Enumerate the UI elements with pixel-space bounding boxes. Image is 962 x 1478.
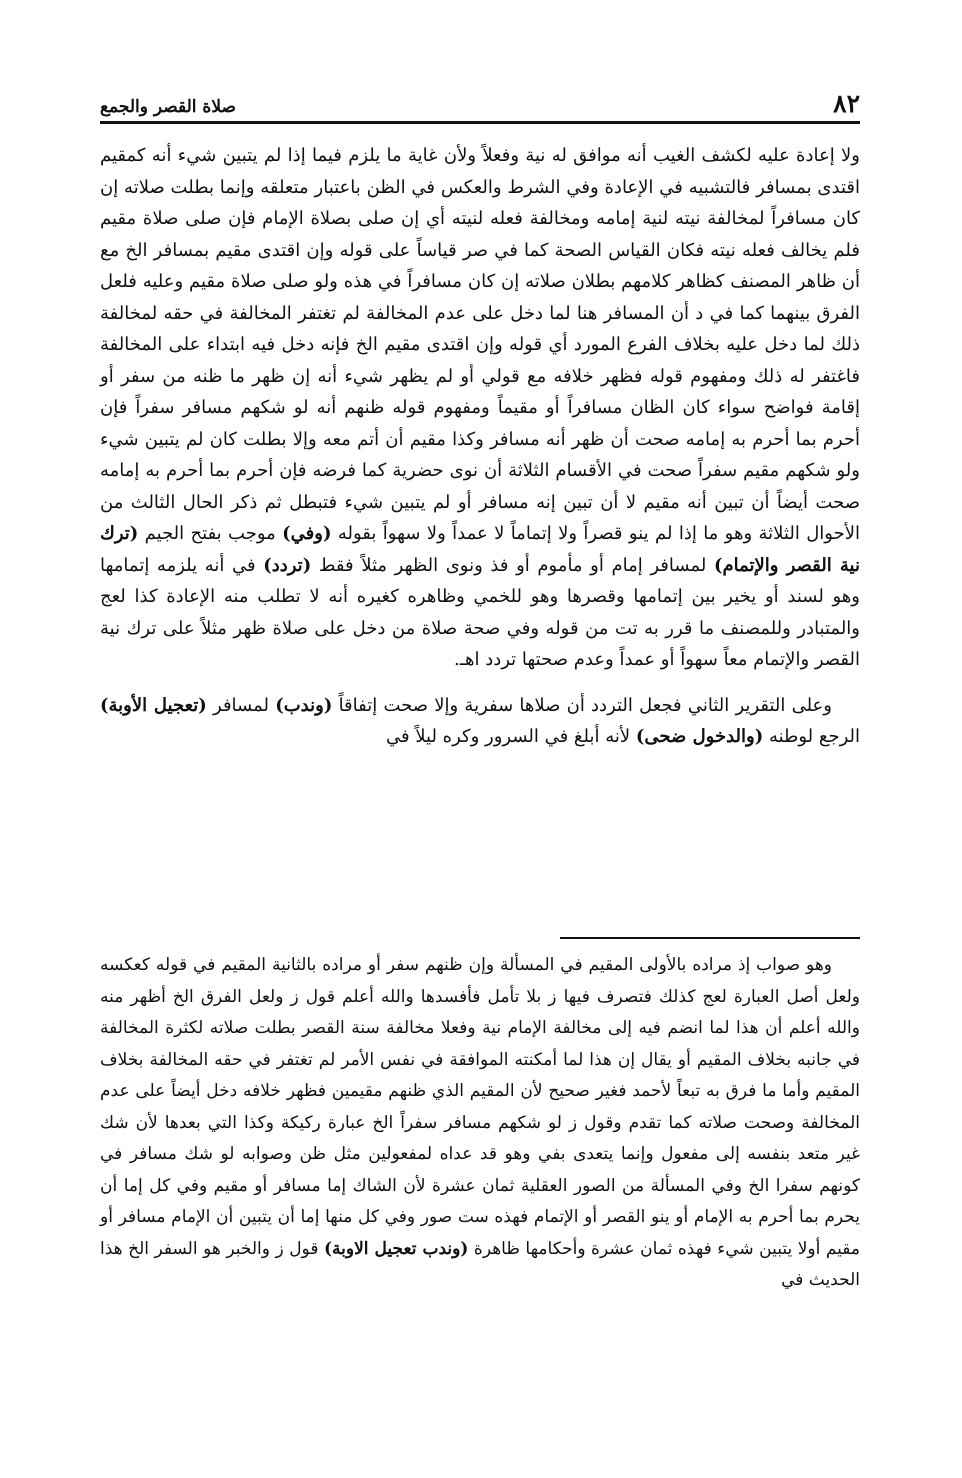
- page-header: [100, 82, 860, 116]
- bold-term: (تردد): [263, 554, 312, 576]
- main-paragraph-2: [100, 690, 860, 753]
- footnote-paragraph: [100, 950, 860, 1297]
- footnote-separator: [560, 937, 860, 939]
- bold-term: (وفي): [282, 523, 332, 544]
- text-run: لأنه أبلغ في السرور وكره ليلاً في: [385, 726, 631, 747]
- header-rule: [100, 121, 860, 124]
- running-title: صلاة القصر والجمع: [100, 97, 236, 117]
- bold-term: (وندب): [275, 694, 333, 716]
- text-run: الرجع لوطنه: [768, 726, 860, 747]
- bold-term: (ترك نية القصر والإتمام): [100, 523, 860, 576]
- footnote-text: [100, 950, 860, 1297]
- text-run: موجب بفتح الجيم: [144, 523, 276, 544]
- text-run: في أنه يلزمه إتمامها وهو لسند أو يخير بين إتمامها وقصرها وهو للخمي وظاهره كغيره أنه لا تطلب منه الإعادة كذا لعج والمتبادر وللمصنف ما قرر به تت من قوله وفي صحة صلاة من دخل على صلاة ظهر مثلاً على ترك نية القصر والإتمام معاً سهواً أو عمداً وعدم صحتها تردد اهـ.: [100, 554, 860, 670]
- text-run: لمسافر إمام أو مأموم أو فذ ونوى الظهر مثلاً فقط: [318, 554, 707, 576]
- bold-term: (تعجيل الأوبة): [100, 694, 207, 716]
- text-run: وهو صواب إذ مراده بالأولى المقيم في المسألة وإن ظنهم سفر أو مراده بالثانية المقيم في قوله كعكسه ولعل أصل العبارة لعج كذلك فتصرف فيها ز بلا تأمل فأفسدها والله أعلم قول ز ولعل الفرق الخ أظهر منه والله أعلم أن هذا لما انضم فيه إلى مخالفة الإمام نية وفعلا مخالفة سنة القصر بطلت صلاته لكثرة المخالفة في جانبه بخلاف المقيم أو يقال إن هذا لما أمكنته الموافقة في نفس الأمر لم تغتفر في حقه المخالفة بخلاف المقيم وأما ما فرق به تبعاً لأحمد فغير صحيح لأن المقيم الذي ظنهم مقيمين فظهر خلافه دخل أيضاً على عدم المخالفة وصحت صلاته كما تقدم وقول ز لو شكهم مسافر سفراً الخ عبارة ركيكة وكذا التي بعدها لأن شك غير متعد بنفسه إلى مفعول وإنما يتعدى بفي وهو قد عداه لمفعولين مثل ظن وصوابه لو شك مسافر في كونهم سفرا الخ وفي المسألة من الصور العقلية ثمان عشرة لأن الشاك إما مسافر أو مقيم وفي كل إما أن يحرم بما أحرم به الإمام أو ينو القصر أو الإتمام فهذه ست صور وفي كل منها إما أن يتبين أن الإمام مسافر أو مقيم أولا يتبين شيء فهذه ثمان عشرة وأحكامها ظاهرة: [100, 955, 861, 1259]
- text-run: وعلى التقرير الثاني فجعل التردد أن صلاها سفرية وإلا صحت إتفاقاً: [338, 694, 832, 716]
- bold-term: (وندب تعجيل الاوبة): [323, 1238, 469, 1259]
- page-number: ٨٢: [833, 89, 860, 118]
- main-paragraph-1: [100, 140, 860, 676]
- main-text: [100, 140, 860, 753]
- bold-term: (والدخول ضحى): [635, 726, 764, 747]
- text-run: ولا إعادة عليه لكشف الغيب أنه موافق له نية وفعلاً ولأن غاية ما يلزم فيما إذا لم يتبين شيء أنه كمقيم اقتدى بمسافر فالتشبيه في الإعادة وفي الشرط والعكس في الظن باعتبار متعلقه وإنما بطلت صلاته إن كان مسافراً لمخالفة نيته لنية إمامه ومخالفة فعله لنيته أي إن صلى بصلاة الإمام فإن صلى صلاة مقيم فلم يخالف فعله نيته فكان القياس الصحة كما في صر قياساً على قوله وإن اقتدى مقيم بمسافر الخ مع أن ظاهر المصنف كظاهر كلامهم بطلان صلاته إن كان مسافراً في هذه ولو صلى صلاة مقيم وعليه فلعل الفرق بينهما كما في د أن المسافر هنا لما دخل على عدم المخالفة لم تغتفر المخالفة في حقه لمخالفة ذلك لما دخل عليه بخلاف الفرع المورد أي قوله وإن اقتدى مقيم الخ فإنه دخل فيه ابتداء على المخالفة فاغتفر له ذلك ومفهوم قوله فظهر خلافه مع قولي أو لم يظهر شيء أنه إن ظهر ما ظنه من سفر أو إقامة فواضح سواء كان الظان مسافراً أو مقيماً ومفهوم قوله ظنهم أنه لو شكهم مسافر سفراً فإن أحرم بما أحرم به إمامه صحت أن ظهر أنه مسافر وكذا مقيم أن أتم معه وإلا بطلت كان لم يتبين شيء ولو شكهم مقيم سفراً صحت في الأقسام الثلاثة أن نوى حضرية كما فرضه فإن أحرم بما أحرم به إمامه صحت أيضاً أن تبين أنه مقيم لا أن تبين إنه مسافر أو لم يتبين شيء فتبطل ثم ذكر الحال الثالث من الأحوال الثلاثة وهو ما إذا لم ينو قصراً ولا إتماماً لا عمداً ولا سهواً بقوله: [100, 145, 860, 544]
- text-run: قول ز والخبر هو السفر الخ هذا الحديث في: [100, 1238, 860, 1290]
- text-run: لمسافر: [213, 694, 269, 716]
